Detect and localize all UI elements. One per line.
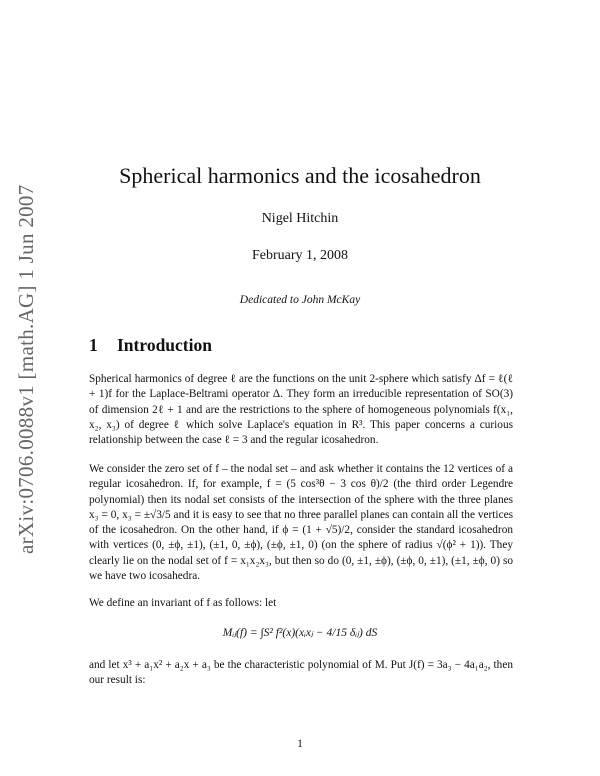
paragraph-2: We consider the zero set of f – the nodal set – and ask whether it contains the 12 vertices of a regular icosahedron. If, for example, f = (5 cos³θ − 3 cos θ)/2 (the third order Legendre polynomial) then its nodal set consists of the intersection of the sphere with the three planes x₃ = 0, x₃ = ±√3/5 and it is easy to see that no three parallel planes can contain all the vertices of the icosahedron. On the other hand, if ϕ = (1 + √5)/2, consider the standard icosahedron with vertices (0, ±ϕ, ±1), (±1, 0, ±ϕ), (±ϕ, ±1, 0) (on the sphere of radius √(ϕ² + 1)). They clearly lie on the nodal set of f = x₁x₂x₃, but then so do (0, ±1, ±ϕ), (±ϕ, 0, ±1), (±1, ±ϕ, 0) so we have two icosahedra. <box>89 463 513 583</box>
section-number: 1 <box>89 335 98 355</box>
author-name: Nigel Hitchin <box>261 211 339 226</box>
paragraph-1: Spherical harmonics of degree ℓ are the functions on the unit 2-sphere which satisfy Δf = ℓ(ℓ + 1)f for the Laplace-Beltrami operator Δ. They form an irreducible representation of SO(3) of dimension 2ℓ + 1 and are the restrictions to the sphere of homogeneous polynomials f(x₁, x₂, x₃) of degree ℓ which solve Laplace's equation in R³. This paper concerns a curious relationship between the case ℓ = 3 and the regular icosahedron. <box>89 373 513 447</box>
dedication: Dedicated to John McKay <box>239 294 361 306</box>
paper-date: February 1, 2008 <box>251 248 349 263</box>
arxiv-identifier: arXiv:0706.0088v1 [math.AG] 1 Jun 2007 <box>14 184 38 554</box>
page-number: 1 <box>297 738 303 750</box>
section-title: Introduction <box>117 335 212 355</box>
paragraph-3: We define an invariant of f as follows: let <box>89 597 277 609</box>
paragraph-4: and let x³ + a₁x² + a₂x + a₃ be the characteristic polynomial of M. Put J(f) = 3a₃ − 4a₁a₂, then our result is: <box>89 659 513 687</box>
paper-title: Spherical harmonics and the icosahedron <box>119 163 481 188</box>
section-heading <box>89 335 212 356</box>
display-equation: Mᵢⱼ(f) = ∫S² f²(x)(xᵢxⱼ − 4/15 δᵢⱼ) dS <box>222 627 378 639</box>
